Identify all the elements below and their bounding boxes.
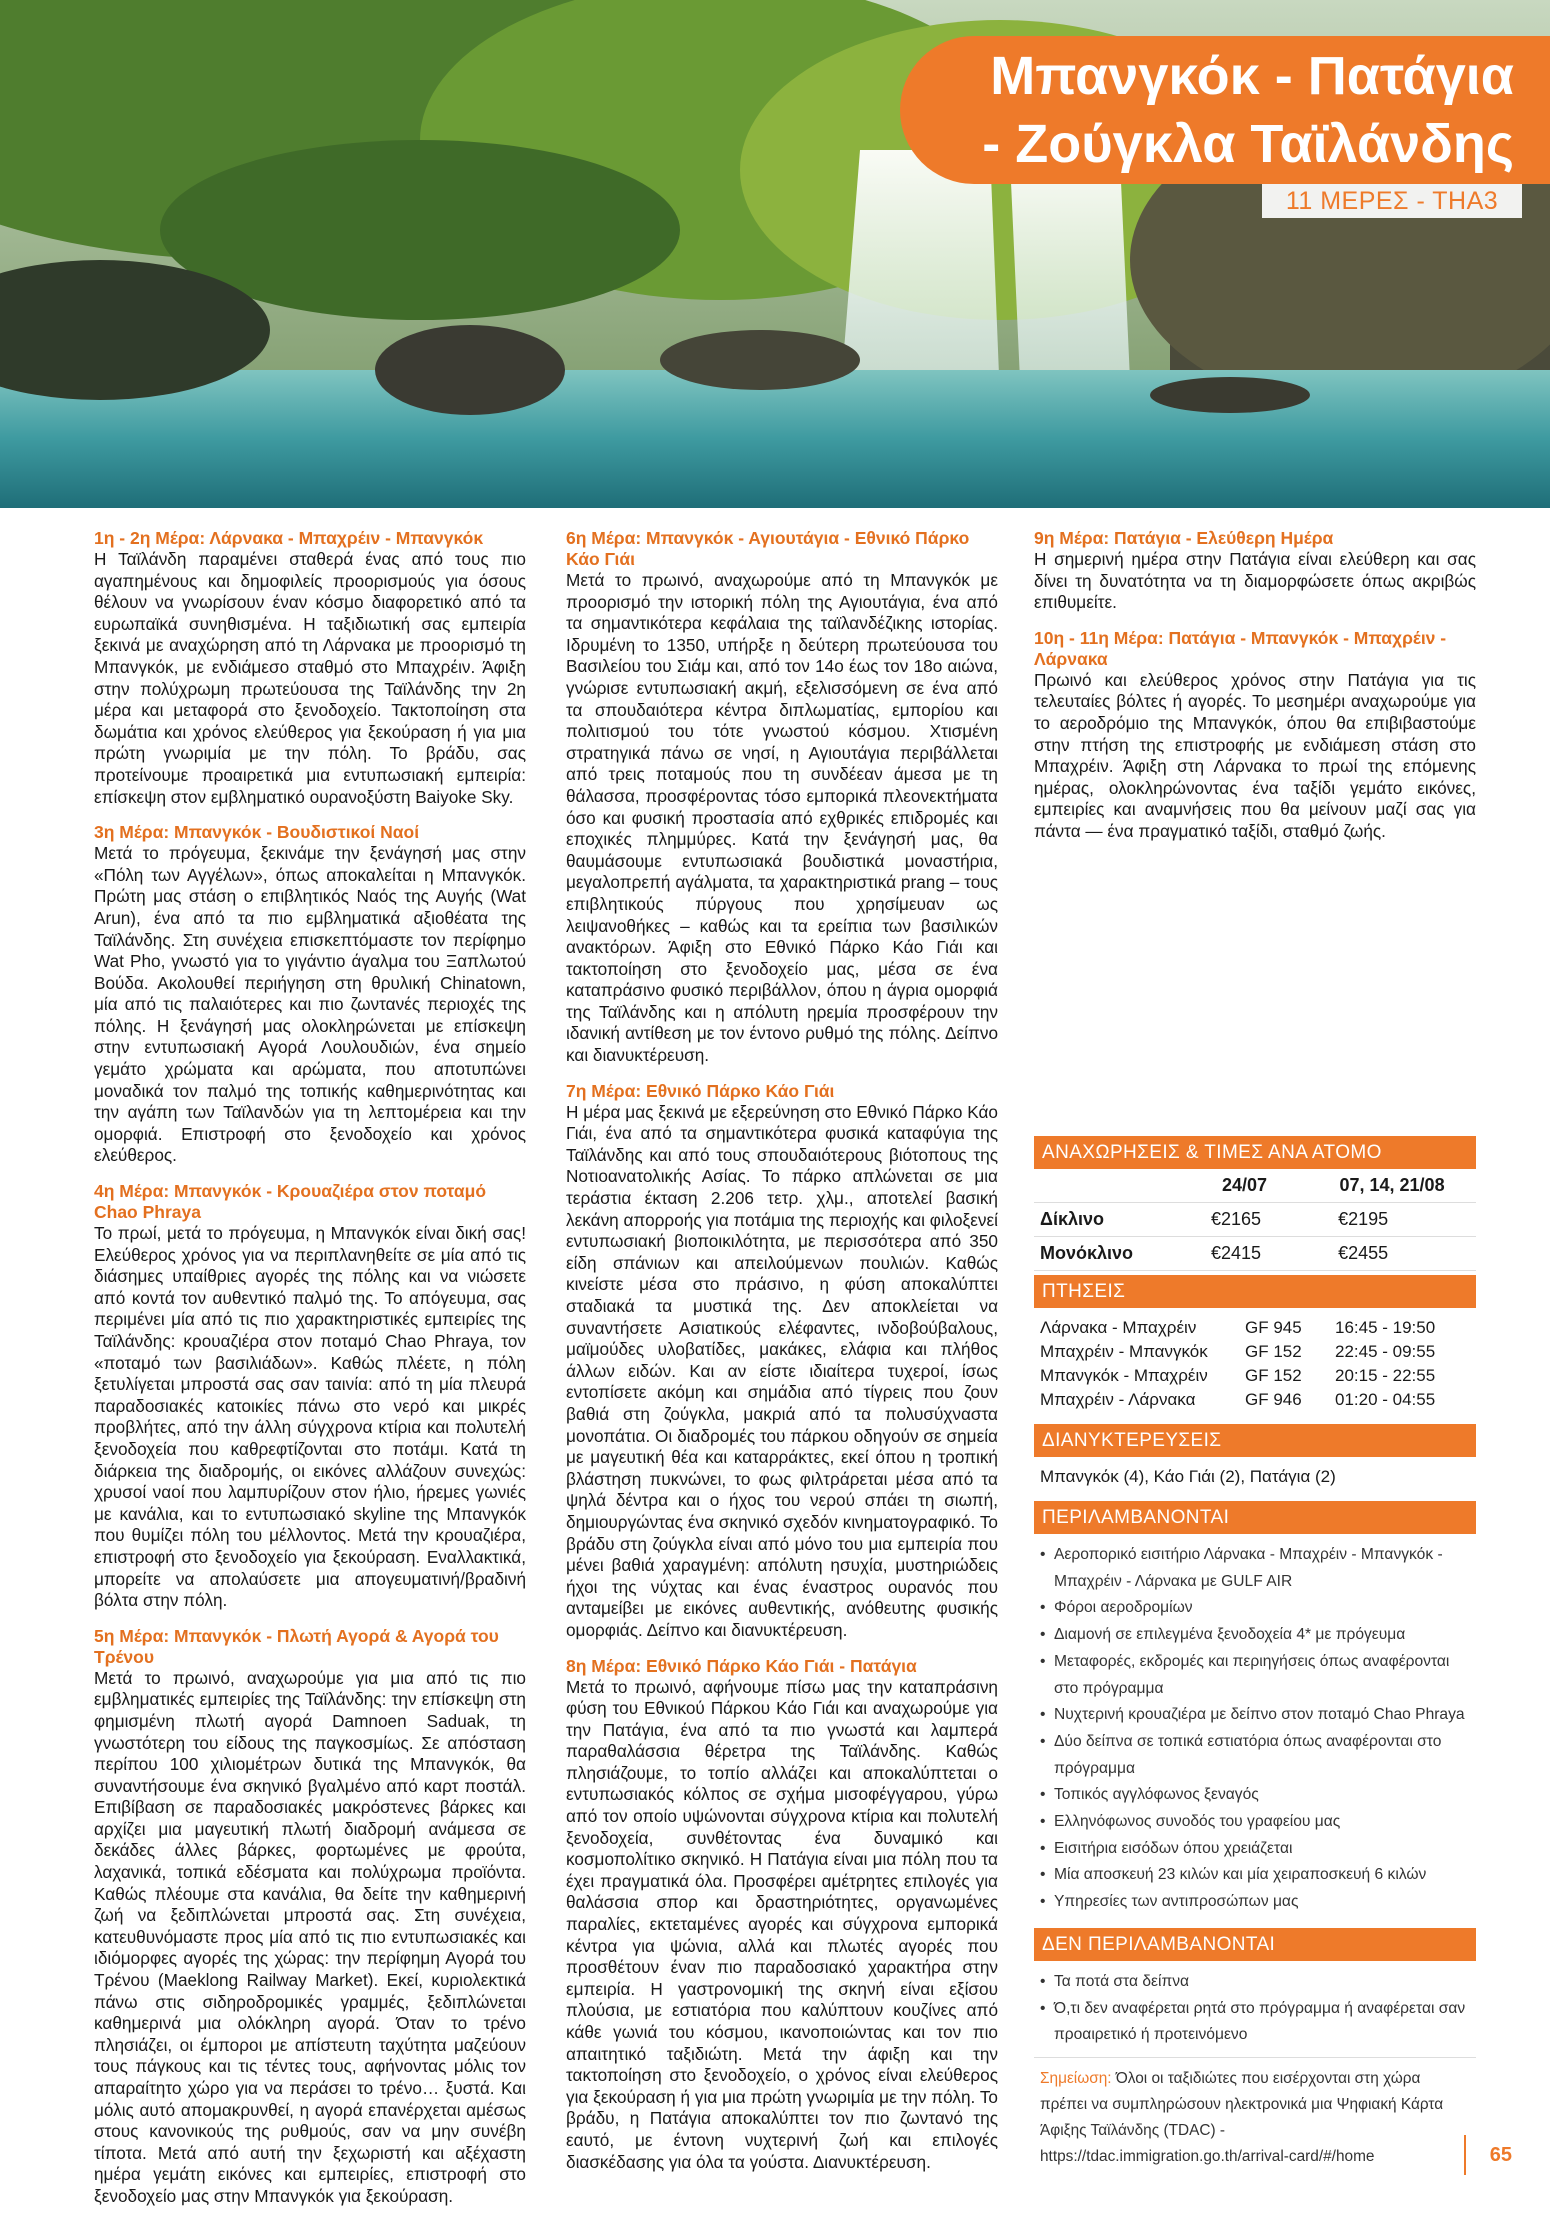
- price-value: €2415: [1181, 1237, 1308, 1271]
- note-text: Όλοι οι ταξιδιώτες που εισέρχονται στη χώρα πρέπει να συμπληρώσουν ηλεκτρονικά μια Ψηφιακή Κάρτα Άφιξης Ταϊλάνδης (TDAC) - https://tdac.immigration.go.th/arrival-card/#/home: [1040, 2069, 1444, 2165]
- stays-text: Μπανγκόκ (4), Κάο Γιάι (2), Πατάγια (2): [1040, 1467, 1336, 1486]
- list-item: • Εισιτήρια εισόδων όπου χρειάζεται: [1040, 1836, 1470, 1863]
- stays-heading: ΔΙΑΝΥΚΤΕΡΕΥΣΕΙΣ: [1034, 1424, 1476, 1457]
- page-title-line2: - Ζούγκλα Ταϊλάνδης: [982, 114, 1514, 174]
- flight-row: [1040, 1388, 1470, 1412]
- price-value: €2165: [1181, 1203, 1308, 1237]
- price-row: [1034, 1203, 1476, 1237]
- day-title: 9η Μέρα: Πατάγια - Ελεύθερη Ημέρα: [1034, 528, 1334, 548]
- price-value: €2195: [1308, 1203, 1476, 1237]
- day-title: 6η Μέρα: Μπανγκόκ - Αγιουτάγια - Εθνικό Πάρκο Κάο Γιάι: [566, 528, 970, 569]
- itinerary-column-3: [1034, 528, 1476, 857]
- day-title: 4η Μέρα: Μπανγκόκ - Κρουαζιέρα στον ποταμό Chao Phraya: [94, 1181, 487, 1223]
- day-text: Πρωινό και ελεύθερος χρόνος στην Πατάγια για τις τελευταίες βόλτες ή αγορές. Το μεσημέρι αναχωρούμε για το αεροδρόμιο της Μπανγκόκ, όπου θα επιβιβαστούμε στην πτήση της επιστροφής με ενδιάμεση στάση στο Μπαχρέιν. Άφιξη στη Λάρνακα το πρωί της επόμενης ημέρας, ολοκληρώνοντας ένα ταξίδι γεμάτο εικόνες, εμπειρίες και αναμνήσεις που θα μείνουν μαζί σας για πάντα — ένα πραγματικό ταξίδι, σταθμό ζωής.: [1034, 669, 1476, 841]
- note-label: Σημείωση:: [1040, 2069, 1112, 2087]
- day-title: 8η Μέρα: Εθνικό Πάρκο Κάο Γιάι - Πατάγια: [566, 1655, 917, 1676]
- prices-header-row: [1034, 1169, 1476, 1203]
- flight-row: [1040, 1364, 1470, 1388]
- day-text: Το πρωί, μετά το πρόγευμα, η Μπανγκόκ είναι δική σας! Ελεύθερος χρόνος για να περιπλανηθείτε σε μία από τις διάσημες υπαίθριες αγορές της πόλης και να νιώσετε από κοντά τον αυθεντικό παλμό της. Το απόγευμα, σας περιμένει μία από τις πιο χαρακτηριστικές εμπειρίες της Ταϊλάνδης: κρουαζιέρα στον ποταμό Chao Phraya, τον «ποταμό των βασιλιάδων». Καθώς πλέετε, η πόλη ξετυλίγεται μπροστά σας σαν ταινία: από τη μία πλευρά παραδοσιακές κατοικίες πάνω στο νερό και μικρές προβλήτες, από την άλλη σύγχρονα κτίρια και πολυτελή ξενοδοχεία που καθρεφτίζονται στο ποτάμι. Κατά τη διάρκεια της διαδρομής, οι εικόνες αλλάζουν συνεχώς: χρυσοί ναοί που λαμπυρίζουν στον ήλιο, ήρεμες γωνιές με κανάλια, και το εντυπωσιακό skyline της Μπανγκόκ που θυμίζει πόλη του μέλλοντος. Μετά την κρουαζιέρα, επιστροφή στο ξενοδοχείο για ξεκούραση. Εναλλακτικά, μπορείτε να απολαύσετε μια απογευματινή/βραδινή βόλτα στην πόλη.: [94, 1223, 526, 1611]
- list-item: • Δύο δείπνα σε τοπικά εστιατόρια όπως αναφέρονται στο πρόγραμμα: [1040, 1729, 1470, 1782]
- flight-route: Λάρνακα - Μπαχρέιν: [1040, 1318, 1197, 1337]
- day-text: Η μέρα μας ξεκινά με εξερεύνηση στο Εθνικό Πάρκο Κάο Γιάι, ένα από τα σημαντικότερα φυσικά καταφύγια της Ταϊλάνδης και από τους σπουδαιότερους βιότοπους της Νοτιοανατολικής Ασίας. Το πάρκο απλώνεται σε μια τεράστια έκταση 2.206 τετρ. χλμ., αποτελεί βασική λεκάνη απορροής για ποτάμια της περιοχής και φιλοξενεί εντυπωσιακή βιοποικιλότητα, με περισσότερα από 350 είδη σπάνιων και απειλούμενων πουλιών. Καθώς κινείστε μέσα στο πράσινο, η φύση αποκαλύπτει σταδιακά τα μυστικά της. Δεν αποκλείεται να συναντήσετε Ασιατικούς ελέφαντες, ινδοβούβαλους, μαϊμούδες υλοβατίδες, μακάκες, ελάφια και πλήθος άλλων ειδών. Και αν είστε ιδιαίτερα τυχεροί, ίσως εντοπίσετε ακόμη και σημάδια από τίγρεις που ζουν βαθιά στη ζούγκλα, μακριά από τα πολυσύχναστα μονοπάτια. Οι διαδρομές του πάρκου οδηγούν σε σημεία με μαγευτική θέα και καταρράκτες, εκεί όπου η τροπική βλάστηση πυκνώνει, το φως φιλτράρεται μέσα από τα ψηλά δέντρα και ο ήχος του νερού σπάει τη σιωπή, δημιουργώντας ένα σκηνικό σχεδόν κινηματογραφικό. Το βράδυ στη ζούγκλα είναι από μόνο του μια εμπειρία που μένει βαθιά χαραγμένη: απόλυτη ησυχία, μυστηριώδεις ήχοι της νύχτας και ένας έναστρος ουρανός που ανταμείβει με εικόνες αυθεντικής, ανόθευτης φυσικής ομορφιάς. Δείπνο και διανυκτέρευση.: [566, 1101, 998, 1640]
- trip-code-subtitle: 11 ΜΕΡΕΣ - ΤΗΑ3: [1262, 184, 1522, 218]
- prices-table: [1034, 1169, 1476, 1271]
- day-title: 3η Μέρα: Μπανγκόκ - Βουδιστικοί Ναοί: [94, 822, 420, 843]
- page-number: 65: [1464, 2135, 1512, 2175]
- day-section: [1034, 628, 1476, 843]
- list-item: • Υπηρεσίες των αντιπροσώπων μας: [1040, 1889, 1470, 1916]
- itinerary-column-1: [94, 528, 526, 2222]
- flight-time: 22:45 - 09:55: [1335, 1342, 1436, 1361]
- day-text: Η Ταϊλάνδη παραμένει σταθερά ένας από τους πιο αγαπημένους και δημοφιλείς προορισμούς για όσους θέλουν να γνωρίσουν έναν κόσμο διαφορετικό από τα ευρωπαϊκά συνηθισμένα. Η ταξιδιωτική σας εμπειρία ξεκινά με αναχώρηση από τη Λάρνακα με προορισμό τη Μπανγκόκ, με ενδιάμεσο σταθμό στο Μπαχρέιν. Άφιξη στην πολύχρωμη πρωτεύουσα της Ταϊλάνδης την 2η μέρα και μεταφορά στο ξενοδοχείο. Τακτοποίηση στα δωμάτια και χρόνος ελεύθερος για ξεκούραση ή για μια πρώτη γνωριμία με την πόλη. Το βράδυ, σας προτείνουμε προαιρετικά μια εντυπωσιακή εμπειρία: επίσκεψη στον εμβληματικό ουρανοξύστη Baiyoke Sky.: [94, 549, 526, 807]
- not-included-list: [1034, 1961, 1476, 2057]
- flights-heading: ΠΤΗΣΕΙΣ: [1034, 1275, 1476, 1308]
- list-item: • Ελληνόφωνος συνοδός του γραφείου μας: [1040, 1809, 1470, 1836]
- flight-code: GF 946: [1245, 1390, 1302, 1409]
- flight-time: 16:45 - 19:50: [1335, 1318, 1436, 1337]
- room-type: Μονόκλινο: [1034, 1237, 1181, 1271]
- departure-date-1: 24/07: [1181, 1169, 1308, 1203]
- included-list: [1034, 1534, 1476, 1924]
- list-item: • Διαμονή σε επιλεγμένα ξενοδοχεία 4* με πρόγευμα: [1040, 1622, 1470, 1649]
- room-type: Δίκλινο: [1034, 1203, 1181, 1237]
- price-value: €2455: [1308, 1237, 1476, 1271]
- list-item: • Ό,τι δεν αναφέρεται ρητά στο πρόγραμμα ή αναφέρεται σαν προαιρετικό ή προτεινόμενο: [1040, 1996, 1470, 2049]
- day-title: 1η - 2η Μέρα: Λάρνακα - Μπαχρέιν - Μπανγκόκ: [94, 528, 484, 548]
- day-text: Μετά το πρωινό, αναχωρούμε από τη Μπανγκόκ με προορισμό την ιστορική πόλη της Αγιουτάγια, ένα από τα σημαντικότερα κεφάλαια της ταϊλανδέζικης ιστορίας. Ιδρυμένη το 1350, υπήρξε η δεύτερη πρωτεύουσα του Βασιλείου του Σιάμ και, από τον 14ο έως τον 18ο αιώνα, γνώρισε εντυπωσιακή ακμή, εξελισσόμενη σε ένα από τα σπουδαιότερα κέντρα διπλωματίας, εμπορίου και πολιτισμού του τότε γνωστού κόσμου. Χτισμένη στρατηγικά πάνω σε νησί, η Αγιουτάγια περιβάλλεται από τρεις ποταμούς που τη συνδέεαν άμεσα με τη θάλασσα, προσφέροντας τόσο εμπορικά πλεονεκτήματα όσο και φυσική προστασία από εχθρικές επιδρομές και εποχικές πλημμύρες. Κατά την ξενάγησή μας, θα θαυμάσουμε εντυπωσιακά βουδιστικά μοναστήρια, μεγαλοπρεπή αγάλματα, τα χαρακτηριστικά prang – τους επιβλητικούς πύργους που χρησίμευαν ως λειψανοθήκες – καθώς και τα ερείπια των βασιλικών ανακτόρων. Άφιξη στο Εθνικό Πάρκο Κάο Γιάι και τακτοποίηση στο ξενοδοχείο μας, μέσα σε ένα καταπράσινο φυσικό περιβάλλον, όπου η άγρια ομορφιά της Ταϊλάνδης και η απόλυτη ηρεμία προσφέρουν την ιδανική αντίθεση με τον έντονο ρυθμό της πόλης. Δείπνο και διανυκτέρευση.: [566, 570, 998, 1066]
- day-section: [566, 1081, 998, 1642]
- flight-route: Μπανγκόκ - Μπαχρέιν: [1040, 1366, 1208, 1385]
- list-item: • Νυχτερινή κρουαζιέρα με δείπνο στον ποταμό Chao Phraya: [1040, 1702, 1470, 1729]
- tdac-note: [1034, 2057, 1476, 2178]
- day-title: 5η Μέρα: Μπανγκόκ - Πλωτή Αγορά & Αγορά του Τρένου: [94, 1625, 499, 1667]
- list-item: • Μεταφορές, εκδρομές και περιηγήσεις όπως αναφέρονται στο πρόγραμμα: [1040, 1649, 1470, 1702]
- departure-date-2: 07, 14, 21/08: [1308, 1169, 1476, 1203]
- list-item: • Φόροι αεροδρομίων: [1040, 1595, 1470, 1622]
- day-text: Μετά το πρόγευμα, ξεκινάμε την ξενάγησή μας στην «Πόλη των Αγγέλων», όπως αποκαλείται η Μπανγκόκ. Πρώτη μας στάση ο επιβλητικός Ναός της Αυγής (Wat Arun), ένα από τα πιο εμβληματικά αξιοθέατα της Ταϊλάνδης. Στη συνέχεια επισκεπτόμαστε τον περίφημο Wat Pho, γνωστό για το γιγάντιο άγαλμα του Ξαπλωτού Βούδα. Ακολουθεί περιήγηση στη θρυλική Chinatown, μία από τις παλαιότερες και πιο ζωντανές περιοχές της πόλης. Η ξενάγησή μας ολοκληρώνεται με επίσκεψη στην εντυπωσιακή Αγορά Λουλουδιών, ένα σημείο γεμάτο χρώματα και αρώματα, που αποτυπώνει μοναδικά τον παλμό της τοπικής καθημερινότητας και την αγάπη των Ταϊλανδών για τη λεπτομέρεια και την ομορφιά. Επιστροφή στο ξενοδοχείο και χρόνος ελεύθερος.: [94, 843, 526, 1166]
- day-section: [566, 528, 998, 1067]
- day-section: [1034, 528, 1476, 614]
- itinerary-column-2: [566, 528, 998, 2187]
- flight-code: GF 152: [1245, 1342, 1302, 1361]
- page-title-line1: Μπανγκόκ - Πατάγια: [990, 46, 1514, 106]
- flight-row: [1040, 1340, 1470, 1364]
- hero-waterfall-photo: [0, 0, 1550, 508]
- not-included-heading: ΔΕΝ ΠΕΡΙΛΑΜΒΑΝΟΝΤΑΙ: [1034, 1928, 1476, 1961]
- prices-empty-cell: [1034, 1169, 1181, 1203]
- list-item: • Μία αποσκευή 23 κιλών και μία χειραποσκευή 6 κιλών: [1040, 1862, 1470, 1889]
- flight-route: Μπαχρέιν - Λάρνακα: [1040, 1390, 1196, 1409]
- day-title: 7η Μέρα: Εθνικό Πάρκο Κάο Γιάι: [566, 1080, 835, 1101]
- price-row: [1034, 1237, 1476, 1271]
- day-section: [566, 1656, 998, 2174]
- flight-row: [1040, 1316, 1470, 1340]
- day-section: [94, 1181, 526, 1612]
- day-section: [94, 1626, 526, 2208]
- list-item: • Αεροπορικό εισιτήριο Λάρνακα - Μπαχρέιν - Μπανγκόκ - Μπαχρέιν - Λάρνακα με GULF AIR: [1040, 1542, 1470, 1595]
- included-heading: ΠΕΡΙΛΑΜΒΑΝΟΝΤΑΙ: [1034, 1501, 1476, 1534]
- flight-route: Μπαχρέιν - Μπανγκόκ: [1040, 1342, 1208, 1361]
- trip-info-panel: [1034, 1132, 1476, 2178]
- day-text: Μετά το πρωινό, αναχωρούμε για μια από τις πιο εμβληματικές εμπειρίες της Ταϊλάνδης: την επίσκεψη στη φημισμένη πλωτή αγορά Damnoen Saduak, τη γνωστότερη του είδους της παγκοσμίως. Σε απόσταση περίπου 100 χιλιομέτρων δυτικά της Μπανγκόκ, θα συναντήσουμε ένα σκηνικό βγαλμένο από καρτ ποστάλ. Επιβίβαση σε παραδοσιακές μακρόστενες βάρκες και αρχίζει μια μαγευτική πλωτή διαδρομή ανάμεσα σε δεκάδες άλλες βάρκες, φορτωμένες με φρούτα, λαχανικά, τοπικά εδέσματα και πολύχρωμα προϊόντα. Καθώς πλέουμε στα κανάλια, θα δείτε την καθημερινή ζωή να ξεδιπλώνεται μπροστά σας. Στη συνέχεια, κατευθυνόμαστε προς μία από τις πιο εντυπωσιακές και ιδιόμορφες αγορές της χώρας: την περίφημη Αγορά του Τρένου (Maeklong Railway Market). Εκεί, κυριολεκτικά πάνω στις σιδηροδρομικές γραμμές, ξεδιπλώνεται καθημερινά μια ολόκληρη αγορά. Όταν το τρένο πλησιάζει, οι έμποροι με απίστευτη ταχύτητα μαζεύουν τους πάγκους και τις τέντες τους, αφήνοντας μόλις τον απαραίτητο χώρο για να περάσει το τρένο… ξυστά. Και μόλις αυτό απομακρυνθεί, η αγορά επανέρχεται αμέσως στους κανονικούς της ρυθμούς, σαν να μην συνέβη τίποτα. Μετά από αυτή την ξεχωριστή και αξέχαστη ημέρα γεμάτη εικόνες και εμπειρίες, επιστροφή στο ξενοδοχείο μας στην Μπανγκόκ για ξεκούραση.: [94, 1667, 526, 2206]
- day-section: [94, 528, 526, 808]
- prices-heading: ΑΝΑΧΩΡΗΣΕΙΣ & ΤΙΜΕΣ ΑΝΑ ΑΤΟΜΟ: [1034, 1136, 1476, 1169]
- day-text: Η σημερινή ημέρα στην Πατάγια είναι ελεύθερη και σας δίνει τη δυνατότητα να τη διαμορφώσετε όπως ακριβώς επιθυμείτε.: [1034, 549, 1476, 613]
- flight-code: GF 152: [1245, 1366, 1302, 1385]
- day-title: 10η - 11η Μέρα: Πατάγια - Μπανγκόκ - Μπαχρέιν - Λάρνακα: [1034, 627, 1447, 669]
- flights-list: [1034, 1308, 1476, 1420]
- day-text: Μετά το πρωινό, αφήνουμε πίσω μας την καταπράσινη φύση του Εθνικού Πάρκου Κάο Γιάι και αναχωρούμε για την Πατάγια, ένα από τα πιο γνωστά και λαμπερά παραθαλάσσια θέρετρα της Ταϊλάνδης. Καθώς πλησιάζουμε, το τοπίο αλλάζει και αποκαλύπτεται ο εντυπωσιακός κόλπος σε σχήμα μισοφέγγαρου, γύρω από τον οποίο υψώνονται σύγχρονα κτίρια και πολυτελή ξενοδοχεία, συνθέτοντας ένα δυναμικό και κοσμοπολίτικο σκηνικό. Η Πατάγια είναι μια πόλη που τα έχει πραγματικά όλα. Προσφέρει αμέτρητες επιλογές για θαλάσσια σπορ και δραστηριότητες, οργανωμένες παραλίες, εκτεταμένες αγορές και σύγχρονα εμπορικά κέντρα για ψώνια, αλλά και πλωτές αγορές που προσθέτουν έναν πιο παραδοσιακό χαρακτήρα στην εμπειρία. Η γαστρονομική της σκηνή είναι εξίσου πλούσια, με εστιατόρια που καλύπτουν κουζίνες από κάθε γωνιά του κόσμου, ικανοποιώντας και τον πιο απαιτητικό ταξιδιώτη. Μετά την άφιξη και την τακτοποίηση στο ξενοδοχείο, ο χρόνος είναι ελεύθερος για ξεκούραση ή για μια πρώτη γνωριμία με την πόλη. Το βράδυ, η Πατάγια αποκαλύπτει τον πιο ζωντανό της εαυτό, με έντονη νυχτερινή ζωή και επιλογές διασκέδασης για όλα τα γούστα. Διανυκτέρευση.: [566, 1676, 998, 2172]
- day-section: [94, 822, 526, 1167]
- list-item: • Τα ποτά στα δείπνα: [1040, 1969, 1470, 1996]
- flight-code: GF 945: [1245, 1318, 1302, 1337]
- flight-time: 20:15 - 22:55: [1335, 1366, 1436, 1385]
- list-item: • Τοπικός αγγλόφωνος ξεναγός: [1040, 1782, 1470, 1809]
- flight-time: 01:20 - 04:55: [1335, 1390, 1436, 1409]
- title-banner: [900, 36, 1550, 184]
